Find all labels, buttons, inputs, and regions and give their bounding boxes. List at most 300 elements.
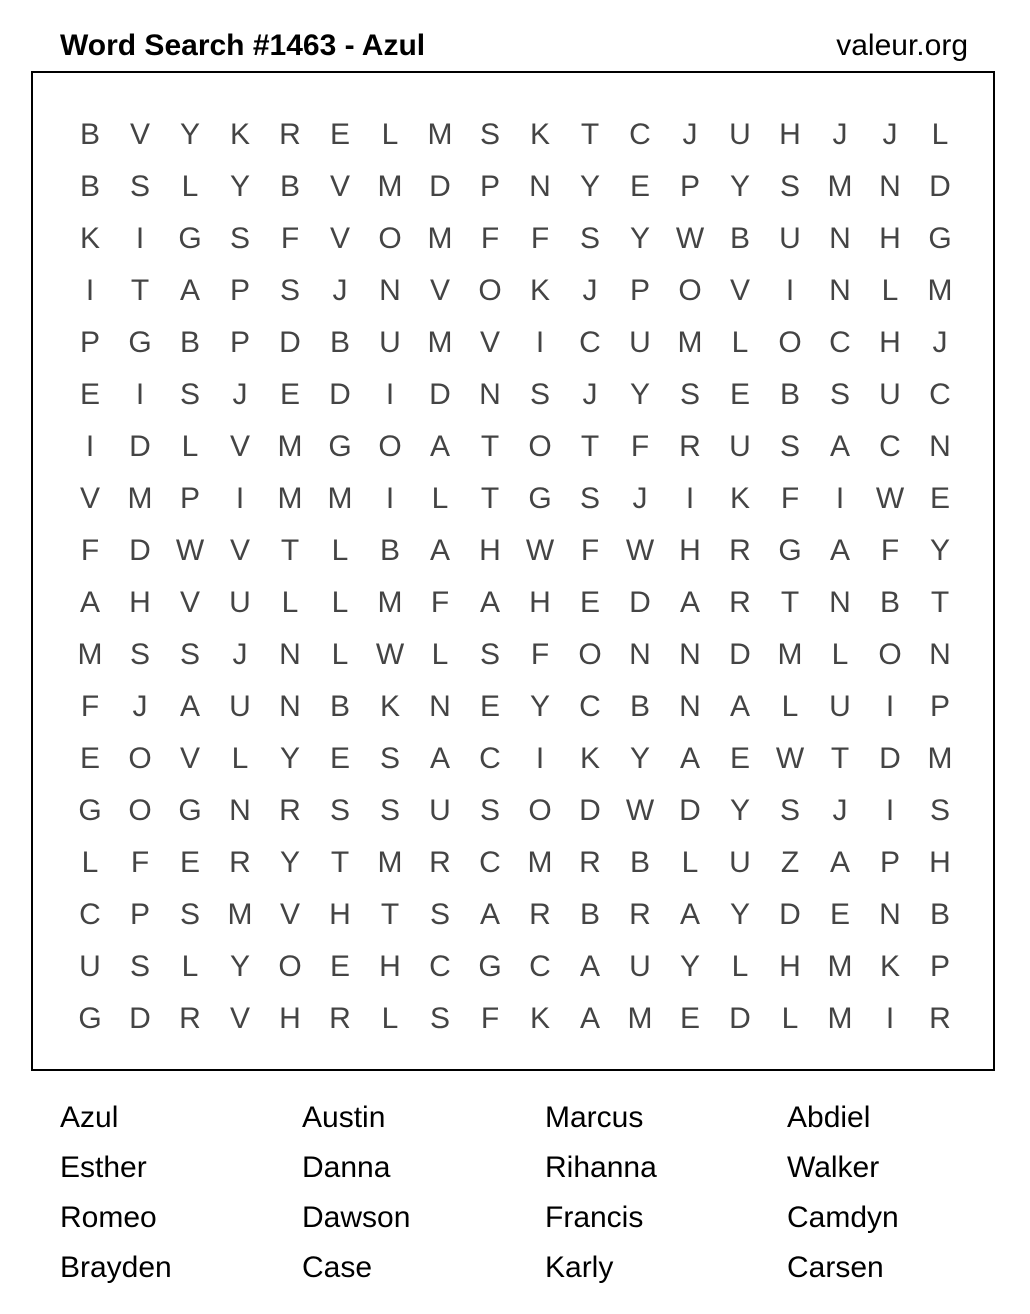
grid-cell: J [232,638,248,671]
grid-cell: D [129,1002,151,1035]
grid-cell: N [879,898,901,931]
grid-cell: F [530,638,550,671]
grid-cell: L [281,586,299,619]
grid-cell: R [579,846,601,879]
grid-cell: Y [729,170,750,203]
grid-cell: I [885,690,895,723]
grid-cell: H [529,586,551,619]
grid-cell: U [379,326,401,359]
grid-cell: I [835,482,845,515]
grid-cell: T [480,430,500,463]
grid-cell: M [277,482,303,515]
grid-cell: A [79,586,100,619]
grid-cell: I [135,222,145,255]
grid-cell: N [279,638,301,671]
grid-cell: G [78,1002,102,1035]
grid-cell: E [329,118,350,151]
word-list-item: Carsen [787,1251,884,1284]
grid-cell: T [780,586,800,619]
grid-cell: E [329,742,350,775]
grid-cell: M [227,898,253,931]
grid-cell: E [79,742,100,775]
grid-cell: U [79,950,101,983]
grid-cell: H [779,950,801,983]
puzzle-board [31,71,995,1071]
grid-cell: C [879,430,901,463]
grid-cell: J [582,274,598,307]
grid-cell: K [529,118,550,151]
grid-cell: E [829,898,850,931]
grid-cell: D [279,326,301,359]
grid-cell: O [128,742,152,775]
grid-cell: K [79,222,100,255]
grid-cell: I [135,378,145,411]
grid-cell: M [327,482,353,515]
grid-cell: S [529,378,550,411]
grid-cell: C [579,690,601,723]
grid-cell: Y [529,690,550,723]
grid-cell: S [129,950,150,983]
grid-cell: U [229,690,251,723]
grid-cell: W [375,638,405,671]
grid-cell: K [529,274,550,307]
grid-cell: B [329,326,350,359]
grid-cell: E [929,482,950,515]
grid-cell: A [179,690,200,723]
grid-cell: L [331,586,349,619]
grid-cell: C [479,742,501,775]
grid-cell: Y [729,794,750,827]
grid-cell: R [679,430,701,463]
grid-cell: N [929,638,951,671]
grid-cell: M [927,742,953,775]
grid-cell: O [678,274,702,307]
grid-cell: P [79,326,100,359]
grid-cell: L [781,690,799,723]
grid-cell: S [379,742,400,775]
grid-cell: H [879,326,901,359]
grid-cell: L [731,950,749,983]
grid-cell: S [329,794,350,827]
grid-cell: K [229,118,250,151]
grid-cell: R [279,794,301,827]
grid-cell: S [679,378,700,411]
grid-cell: G [178,222,202,255]
grid-cell: M [427,222,453,255]
grid-cell: O [128,794,152,827]
grid-cell: B [629,846,650,879]
grid-cell: O [528,430,552,463]
word-list-item: Romeo [60,1201,157,1234]
grid-cell: F [530,222,550,255]
word-list-item: Esther [60,1151,147,1184]
grid-cell: P [129,898,150,931]
grid-cell: S [429,898,450,931]
grid-cell: R [429,846,451,879]
grid-cell: Y [629,222,650,255]
grid-cell: V [229,534,250,567]
grid-cell: R [329,1002,351,1035]
grid-cell: J [882,118,898,151]
grid-cell: U [729,846,751,879]
grid-cell: S [179,378,200,411]
grid-cell: S [479,118,500,151]
grid-cell: C [529,950,551,983]
grid-cell: Y [279,742,300,775]
grid-cell: F [630,430,650,463]
grid-cell: D [729,638,751,671]
grid-cell: H [379,950,401,983]
grid-cell: F [780,482,800,515]
grid-cell: W [625,794,655,827]
grid-cell: R [229,846,251,879]
grid-cell: A [829,430,850,463]
grid-cell: R [629,898,651,931]
grid-cell: L [181,950,199,983]
grid-cell: U [229,586,251,619]
grid-cell: D [429,378,451,411]
grid-cell: F [80,534,100,567]
grid-cell: S [479,638,500,671]
grid-cell: C [579,326,601,359]
grid-cell: V [179,586,200,619]
grid-cell: N [829,586,851,619]
grid-cell: Y [279,846,300,879]
grid-cell: L [331,534,349,567]
grid-cell: W [175,534,205,567]
grid-cell: E [279,378,300,411]
grid-cell: T [280,534,300,567]
grid-cell: E [629,170,650,203]
grid-cell: I [535,326,545,359]
grid-cell: D [579,794,601,827]
grid-cell: F [430,586,450,619]
grid-cell: N [679,638,701,671]
grid-cell: H [679,534,701,567]
grid-cell: B [379,534,400,567]
grid-cell: B [579,898,600,931]
grid-cell: P [229,326,250,359]
grid-cell: O [578,638,602,671]
grid-cell: B [779,378,800,411]
grid-cell: W [875,482,905,515]
grid-cell: T [480,482,500,515]
grid-cell: M [827,950,853,983]
grid-cell: S [179,898,200,931]
grid-cell: N [829,222,851,255]
grid-cell: S [179,638,200,671]
grid-cell: E [729,742,750,775]
grid-cell: A [179,274,200,307]
grid-cell: L [681,846,699,879]
grid-cell: M [927,274,953,307]
grid-cell: U [829,690,851,723]
grid-cell: A [579,1002,600,1035]
grid-cell: R [179,1002,201,1035]
grid-cell: C [429,950,451,983]
grid-cell: O [528,794,552,827]
grid-cell: D [629,586,651,619]
grid-cell: B [79,170,100,203]
grid-cell: N [379,274,401,307]
grid-cell: G [528,482,552,515]
grid-cell: S [279,274,300,307]
grid-cell: U [629,326,651,359]
grid-cell: P [229,274,250,307]
grid-cell: H [129,586,151,619]
grid-cell: D [929,170,951,203]
grid-cell: N [829,274,851,307]
grid-cell: Y [229,950,250,983]
grid-cell: G [478,950,502,983]
grid-cell: N [629,638,651,671]
grid-cell: A [579,950,600,983]
grid-cell: I [235,482,245,515]
grid-cell: N [679,690,701,723]
grid-cell: K [379,690,400,723]
grid-cell: M [527,846,553,879]
word-list-item: Abdiel [787,1101,871,1134]
grid-cell: Z [780,846,800,879]
grid-cell: M [377,846,403,879]
grid-cell: S [479,794,500,827]
grid-cell: T [330,846,350,879]
grid-cell: D [429,170,451,203]
grid-cell: T [380,898,400,931]
grid-cell: F [480,222,500,255]
grid-cell: W [625,534,655,567]
grid-cell: C [829,326,851,359]
grid-cell: M [427,326,453,359]
grid-cell: Y [229,170,250,203]
grid-cell: N [479,378,501,411]
grid-cell: L [731,326,749,359]
grid-cell: F [580,534,600,567]
grid-cell: L [181,170,199,203]
grid-cell: V [329,222,350,255]
grid-cell: L [431,482,449,515]
grid-cell: U [429,794,451,827]
grid-cell: I [385,482,395,515]
grid-cell: G [928,222,952,255]
grid-cell: F [80,690,100,723]
grid-cell: M [627,1002,653,1035]
grid-cell: P [929,950,950,983]
grid-cell: A [679,742,700,775]
grid-cell: J [832,118,848,151]
grid-cell: S [229,222,250,255]
grid-cell: N [229,794,251,827]
grid-cell: B [179,326,200,359]
grid-cell: D [729,1002,751,1035]
grid-cell: J [632,482,648,515]
grid-cell: O [378,430,402,463]
word-list-item: Walker [787,1151,880,1184]
grid-cell: U [879,378,901,411]
grid-cell: N [879,170,901,203]
grid-cell: D [779,898,801,931]
grid-cell: G [78,794,102,827]
grid-cell: A [479,586,500,619]
grid-cell: E [179,846,200,879]
grid-cell: R [529,898,551,931]
grid-cell: V [129,118,150,151]
grid-cell: G [178,794,202,827]
word-list-item: Brayden [60,1251,172,1284]
grid-cell: J [232,378,248,411]
grid-cell: C [929,378,951,411]
grid-cell: D [329,378,351,411]
grid-cell: I [885,1002,895,1035]
grid-cell: N [279,690,301,723]
grid-cell: L [231,742,249,775]
grid-cell: D [679,794,701,827]
grid-cell: R [279,118,301,151]
grid-cell: Y [629,378,650,411]
grid-cell: J [332,274,348,307]
grid-cell: A [479,898,500,931]
grid-cell: G [778,534,802,567]
grid-cell: M [377,586,403,619]
letter-grid [33,73,993,1069]
grid-cell: I [685,482,695,515]
grid-cell: P [679,170,700,203]
grid-cell: T [830,742,850,775]
grid-cell: Y [679,950,700,983]
word-list-item: Austin [302,1101,386,1134]
grid-cell: B [729,222,750,255]
grid-cell: B [629,690,650,723]
grid-cell: J [832,794,848,827]
grid-cell: U [779,222,801,255]
grid-cell: L [881,274,899,307]
grid-cell: K [729,482,750,515]
grid-cell: K [579,742,600,775]
grid-cell: P [929,690,950,723]
grid-cell: L [381,1002,399,1035]
grid-cell: A [429,430,450,463]
grid-cell: G [328,430,352,463]
word-list-item: Camdyn [787,1201,899,1234]
word-list-item: Dawson [302,1201,411,1234]
grid-cell: J [582,378,598,411]
grid-cell: U [729,430,751,463]
grid-cell: A [679,586,700,619]
grid-cell: O [278,950,302,983]
grid-cell: V [479,326,500,359]
grid-cell: N [529,170,551,203]
grid-cell: W [775,742,805,775]
site-name: valeur.org [836,29,968,62]
grid-cell: I [85,430,95,463]
grid-cell: U [629,950,651,983]
word-list-item: Francis [545,1201,644,1234]
grid-cell: L [781,1002,799,1035]
grid-cell: I [85,274,95,307]
grid-cell: S [829,378,850,411]
grid-cell: A [729,690,750,723]
grid-cell: H [879,222,901,255]
grid-cell: S [579,482,600,515]
grid-cell: L [431,638,449,671]
grid-cell: M [127,482,153,515]
grid-cell: O [878,638,902,671]
grid-cell: M [827,170,853,203]
grid-cell: M [77,638,103,671]
grid-cell: H [279,1002,301,1035]
word-list-item: Case [302,1251,373,1284]
word-list-item: Rihanna [545,1151,657,1184]
grid-cell: S [779,794,800,827]
grid-cell: I [535,742,545,775]
grid-cell: H [329,898,351,931]
grid-cell: U [729,118,751,151]
grid-cell: P [479,170,500,203]
grid-cell: V [229,1002,250,1035]
grid-cell: V [279,898,300,931]
grid-cell: A [429,534,450,567]
grid-cell: L [931,118,949,151]
grid-cell: R [729,534,751,567]
grid-cell: I [885,794,895,827]
grid-cell: M [277,430,303,463]
grid-cell: L [181,430,199,463]
grid-cell: O [478,274,502,307]
grid-cell: T [130,274,150,307]
grid-cell: T [580,118,600,151]
grid-cell: Y [579,170,600,203]
puzzle-title: Word Search #1463 - Azul [60,29,426,62]
grid-cell: B [329,690,350,723]
grid-cell: T [930,586,950,619]
grid-cell: V [429,274,450,307]
grid-cell: D [129,430,151,463]
grid-cell: S [579,222,600,255]
grid-cell: L [381,118,399,151]
grid-cell: S [929,794,950,827]
grid-cell: F [280,222,300,255]
word-list-item: Azul [60,1101,119,1134]
grid-cell: M [427,118,453,151]
grid-cell: M [677,326,703,359]
grid-cell: A [829,846,850,879]
grid-cell: P [179,482,200,515]
grid-cell: S [779,170,800,203]
grid-cell: N [929,430,951,463]
grid-cell: P [629,274,650,307]
grid-cell: E [329,950,350,983]
grid-cell: E [579,586,600,619]
grid-cell: E [479,690,500,723]
grid-cell: K [879,950,900,983]
grid-cell: Y [179,118,200,151]
grid-cell: P [879,846,900,879]
grid-cell: F [480,1002,500,1035]
grid-cell: L [331,638,349,671]
grid-cell: Y [929,534,950,567]
word-list-item: Danna [302,1151,391,1184]
grid-cell: L [831,638,849,671]
grid-cell: H [779,118,801,151]
grid-cell: T [580,430,600,463]
grid-cell: S [779,430,800,463]
grid-cell: M [777,638,803,671]
grid-cell: V [729,274,750,307]
grid-cell: F [880,534,900,567]
grid-cell: A [829,534,850,567]
grid-cell: E [679,1002,700,1035]
grid-cell: W [525,534,555,567]
